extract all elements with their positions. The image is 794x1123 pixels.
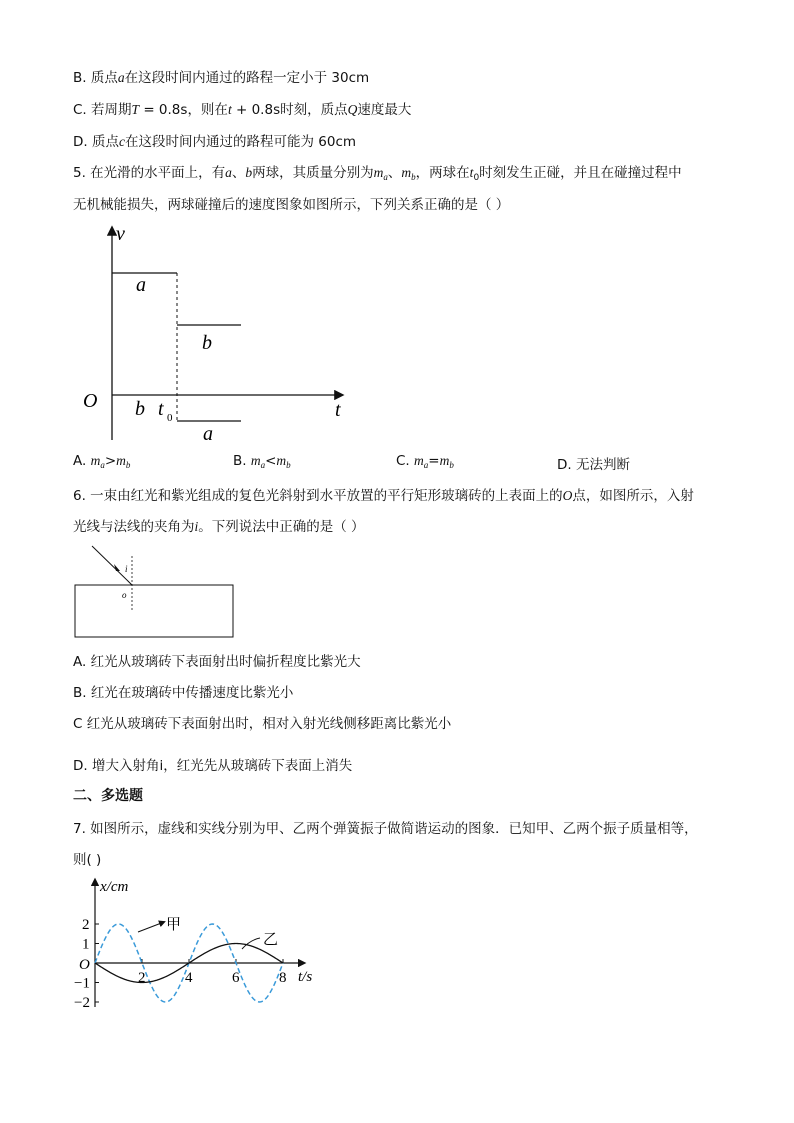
x-tick-label: 6 — [232, 970, 240, 986]
var-m: m — [90, 453, 101, 468]
stem-text: 6. 一束由红光和紫光组成的复色光斜射到水平放置的平行矩形玻璃砖的上表面上的 — [73, 488, 563, 504]
y-tick-label: 1 — [82, 936, 90, 953]
axis-label-v: v — [116, 223, 125, 245]
q5-option-d: D. 无法判断 — [557, 457, 630, 473]
q5-option-c — [396, 453, 454, 470]
option-text: C. 若周期 — [73, 102, 132, 118]
q7-oscillation-chart — [72, 872, 332, 1017]
option-text: + 0.8s时刻，质点 — [231, 102, 348, 118]
var-m: m — [250, 453, 261, 468]
y-tick-label: 2 — [82, 917, 90, 933]
stem-text: 光线与法线的夹角为 — [73, 519, 195, 535]
series-label-yi: 乙 — [263, 932, 279, 948]
q5-velocity-graph — [80, 218, 350, 450]
stem-text: ，两球在 — [415, 165, 470, 181]
q6-stem-line1 — [73, 484, 694, 504]
var-a: a — [117, 70, 125, 85]
q4-option-d — [73, 130, 356, 150]
option-text: B. 质点 — [73, 70, 118, 86]
var-t: t — [469, 165, 474, 180]
q7-stem-line1: 7. 如图所示，虚线和实线分别为甲、乙两个弹簧振子做简谐运动的图象．已知甲、乙两个振子质量相等， — [73, 821, 698, 837]
var-T: T — [131, 102, 140, 117]
subscript: b — [125, 460, 131, 470]
subscript: a — [260, 460, 266, 470]
y-axis-label: x/cm — [100, 879, 129, 895]
q6-glass-figure — [70, 542, 240, 642]
y-tick-label: −1 — [74, 975, 90, 992]
subscript: a — [423, 460, 429, 470]
q6-option-c: C 红光从玻璃砖下表面射出时，相对入射光线侧移距离比紫光小 — [73, 716, 452, 732]
q5-option-b — [233, 453, 291, 470]
relation: > — [104, 453, 117, 469]
q6-option-a: A. 红光从玻璃砖下表面射出时偏折程度比紫光大 — [73, 654, 361, 670]
origin-label: O — [79, 957, 90, 973]
var-O: O — [562, 488, 573, 503]
x-tick-label: 2 — [138, 970, 146, 986]
option-letter: C. — [396, 453, 415, 469]
label-t0-subscript: 0 — [167, 412, 173, 424]
q6-option-d: D. 增大入射角i，红光先从玻璃砖下表面上消失 — [73, 758, 353, 774]
q7-stem-line2: 则( ) — [73, 852, 102, 868]
var-t: t — [227, 102, 232, 117]
option-text: 在这段时间内通过的路程可能为 60cm — [124, 134, 357, 150]
option-text: 速度最大 — [357, 102, 412, 118]
jia-pointer-arrow — [138, 922, 164, 932]
q6-stem-line2 — [73, 515, 365, 535]
label-a-top: a — [136, 274, 146, 296]
x-axis-label: t/s — [298, 969, 313, 985]
yi-pointer-line — [242, 938, 260, 949]
subscript: b — [411, 172, 416, 182]
label-a-bottom: a — [203, 423, 213, 445]
var-m: m — [276, 453, 287, 468]
relation: = — [428, 453, 440, 469]
glass-brick — [75, 585, 233, 637]
x-tick-label: 4 — [185, 970, 193, 986]
option-text: ，则在 — [187, 102, 228, 118]
subscript: b — [449, 460, 454, 470]
stem-text: 、 — [231, 165, 246, 181]
var-m: m — [439, 453, 450, 468]
q6-option-b: B. 红光在玻璃砖中传播速度比紫光小 — [73, 685, 294, 701]
stem-text: 时刻发生正碰，并且在碰撞过程中 — [479, 165, 682, 181]
stem-text: 两球，其质量分别为 — [252, 165, 374, 181]
var-c: c — [118, 134, 125, 149]
label-b-upper: b — [202, 332, 212, 354]
axis-label-t: t — [335, 399, 341, 421]
label-i: i — [125, 564, 128, 574]
subscript: b — [286, 460, 291, 470]
option-text: D. 质点 — [73, 134, 119, 150]
option-text: = 0.8s — [139, 102, 188, 118]
label-b-lower: b — [135, 398, 145, 420]
ray-arrow-icon — [114, 564, 120, 571]
origin-label: O — [83, 390, 98, 412]
label-t0: t — [158, 398, 164, 420]
subscript: 0 — [473, 173, 480, 183]
x-tick-label: 8 — [279, 970, 287, 986]
var-m: m — [401, 165, 412, 180]
var-m: m — [373, 165, 384, 180]
section-title: 二、多选题 — [73, 788, 143, 804]
q4-option-b — [73, 66, 369, 86]
var-i: i — [194, 519, 199, 534]
q4-option-c — [73, 98, 411, 118]
stem-text: 。下列说法中正确的是（ ） — [198, 519, 365, 535]
var-m: m — [414, 453, 424, 468]
option-text: 在这段时间内通过的路程一定小于 30cm — [124, 70, 370, 86]
var-a: a — [225, 165, 232, 180]
var-b: b — [245, 165, 253, 180]
relation: < — [265, 453, 277, 469]
var-m: m — [116, 453, 126, 468]
subscript: a — [383, 172, 388, 182]
var-Q: Q — [347, 102, 358, 117]
label-o: o — [122, 590, 127, 600]
y-tick-label: −2 — [74, 995, 90, 1011]
q5-stem-line2: 无机械能损失，两球碰撞后的速度图象如图所示，下列关系正确的是（ ） — [73, 197, 510, 213]
option-letter: A. — [73, 453, 91, 469]
stem-text: 点，如图所示，入射 — [572, 488, 694, 504]
stem-text: 5. 在光滑的水平面上，有 — [73, 165, 226, 181]
q5-option-a — [73, 453, 130, 470]
subscript: a — [100, 460, 105, 470]
series-label-jia: 甲 — [166, 917, 182, 933]
option-letter: B. — [233, 453, 251, 469]
q5-stem-line1: 5. 在光滑的水平面上，有a、b两球，其质量分别为$m_a$、$m_b$，两球在$t_0$时刻发生正碰，并且在碰撞过程中 — [73, 165, 682, 183]
